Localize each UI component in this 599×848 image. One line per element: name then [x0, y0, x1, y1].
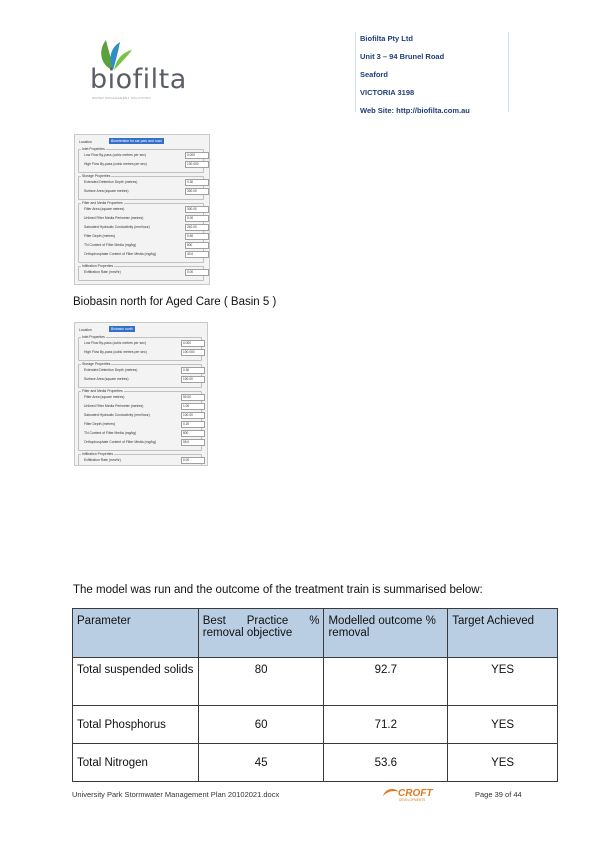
property-value-field[interactable]: 0.00: [185, 215, 209, 222]
cell-achieved: YES: [448, 658, 558, 706]
logo-text: biofilta: [90, 64, 187, 95]
property-value-field[interactable]: 1.00: [181, 403, 205, 410]
croft-logo-subtext: DEVELOPMENTS: [399, 798, 426, 802]
cell-modelled: 92.7: [324, 658, 448, 706]
croft-emblem-icon: [381, 786, 441, 802]
cell-objective: 45: [198, 744, 324, 782]
cell-parameter: Total suspended solids: [73, 658, 199, 706]
property-group-title: Filter and Media Properties: [82, 389, 123, 393]
logo-tagline: WATER MANAGEMENT SOLUTIONS: [92, 96, 151, 100]
property-label: Saturated Hydraulic Conductivity (mm/hour): [84, 225, 150, 229]
location-label: Location: [79, 140, 92, 144]
address-line: Unit 3 – 94 Brunel Road: [360, 52, 445, 61]
property-value-field[interactable]: 300.00: [185, 188, 209, 195]
property-label: High Flow By-pass (cubic metres per sec): [84, 162, 147, 166]
property-label: TN Content of Filter Media (mg/kg): [84, 243, 137, 247]
section-caption: Biobasin north for Aged Care ( Basin 5 ): [73, 296, 277, 308]
header-achieved: Target Achieved: [448, 609, 558, 658]
property-label: Exfiltration Rate (mm/hr): [84, 270, 121, 274]
header-modelled: Modelled outcome % removal: [324, 609, 448, 658]
address-line: VICTORIA 3198: [360, 88, 415, 97]
property-group-title: Storage Properties: [82, 362, 111, 366]
cell-parameter: Total Nitrogen: [73, 744, 199, 782]
address-divider: [355, 32, 356, 112]
address-line: Seaford: [360, 70, 388, 79]
property-value-field[interactable]: 0.30: [181, 367, 205, 374]
property-value-field[interactable]: 100.00: [181, 376, 205, 383]
property-group: [78, 391, 202, 451]
property-value-field[interactable]: 0.20: [181, 421, 205, 428]
property-value-field[interactable]: 0.000: [181, 340, 205, 347]
property-label: Surface Area (square metres): [84, 189, 129, 193]
cell-modelled: 53.6: [324, 744, 448, 782]
property-group-title: Filter and Media Properties: [82, 201, 123, 205]
property-label: TN Content of Filter Media (mg/kg): [84, 431, 137, 435]
property-label: Orthophosphate Content of Filter Media (mg/kg): [84, 252, 156, 256]
property-label: Extended Detention Depth (metres): [84, 180, 138, 184]
location-field[interactable]: Biobasin north: [111, 327, 133, 331]
property-label: Filter Depth (metres): [84, 422, 116, 426]
property-value-field[interactable]: 300.00: [185, 206, 209, 213]
property-label: Exfiltration Rate (mm/hr): [84, 458, 121, 462]
location-field[interactable]: Bioretention for car park and road: [111, 139, 162, 143]
property-group: [78, 149, 204, 173]
address-divider-right: [508, 32, 509, 112]
property-value-field[interactable]: 0.30: [185, 179, 209, 186]
property-value-field[interactable]: 100.000: [185, 161, 209, 168]
property-group: [78, 337, 202, 361]
property-label: Surface Area (square metres): [84, 377, 129, 381]
property-value-field[interactable]: 240.00: [185, 224, 209, 231]
summary-text: The model was run and the outcome of the treatment train is summarised below:: [73, 584, 483, 596]
cell-objective: 80: [198, 658, 324, 706]
property-value-field[interactable]: 800: [181, 430, 205, 437]
property-value-field[interactable]: 800: [185, 242, 209, 249]
property-value-field[interactable]: 0.000: [185, 152, 209, 159]
location-label: Location: [79, 328, 92, 332]
property-group-title: Inlet Properties: [82, 335, 105, 339]
property-label: Filter Area (square metres): [84, 395, 125, 399]
property-group: [78, 176, 204, 200]
header-objective: Best Practice % removal objective: [198, 609, 324, 658]
property-value-field[interactable]: 0.00: [181, 457, 205, 464]
property-group: [78, 203, 204, 263]
table-row: [73, 658, 558, 706]
property-label: Unlined Filter Media Perimeter (metres): [84, 216, 144, 220]
bioretention-properties-panel-1: [74, 134, 210, 285]
property-label: Filter Depth (metres): [84, 234, 116, 238]
croft-logo-text: CROFT: [398, 788, 433, 799]
property-label: Extended Detention Depth (metres): [84, 368, 138, 372]
bioretention-properties-panel-2: [74, 322, 208, 466]
address-line: Web Site: http://biofilta.com.au: [360, 106, 470, 115]
property-label: Low Flow By-pass (cubic metres per sec): [84, 341, 146, 345]
property-group-title: Storage Properties: [82, 174, 111, 178]
property-value-field[interactable]: 0.50: [185, 233, 209, 240]
cell-modelled: 71.2: [324, 706, 448, 744]
property-group-title: Inlet Properties: [82, 147, 105, 151]
property-label: Low Flow By-pass (cubic metres per sec): [84, 153, 146, 157]
property-label: Filter Area (square metres): [84, 207, 125, 211]
header-parameter: Parameter: [73, 609, 199, 658]
property-group-title: Infiltration Properties: [82, 452, 114, 456]
croft-logo: [381, 786, 441, 802]
property-label: Orthophosphate Content of Filter Media (mg/kg): [84, 440, 156, 444]
cell-achieved: YES: [448, 706, 558, 744]
property-value-field[interactable]: 100.00: [181, 412, 205, 419]
document-filename: University Park Stormwater Management Plan 20102021.docx: [72, 790, 280, 799]
table-row: [73, 706, 558, 744]
cell-parameter: Total Phosphorus: [73, 706, 199, 744]
property-value-field[interactable]: 40.0: [185, 251, 209, 258]
table-row: [73, 744, 558, 782]
biofilta-logo: [88, 38, 198, 98]
property-group: [78, 454, 202, 466]
company-address: [360, 30, 470, 120]
page-number: Page 39 of 44: [475, 790, 522, 799]
property-group: [78, 364, 202, 388]
property-label: High Flow By-pass (cubic metres per sec): [84, 350, 147, 354]
treatment-results-table: [72, 608, 558, 782]
property-group-title: Infiltration Properties: [82, 264, 114, 268]
property-label: Saturated Hydraulic Conductivity (mm/hour): [84, 413, 150, 417]
cell-achieved: YES: [448, 744, 558, 782]
table-header-row: [73, 609, 558, 658]
property-value-field[interactable]: 100.000: [181, 349, 205, 356]
property-value-field[interactable]: 50.00: [181, 394, 205, 401]
property-group: [78, 266, 204, 281]
cell-objective: 60: [198, 706, 324, 744]
address-line: Biofilta Pty Ltd: [360, 34, 413, 43]
property-value-field[interactable]: 55.0: [181, 439, 205, 446]
property-value-field[interactable]: 0.00: [185, 269, 209, 276]
property-label: Unlined Filter Media Perimeter (metres): [84, 404, 144, 408]
